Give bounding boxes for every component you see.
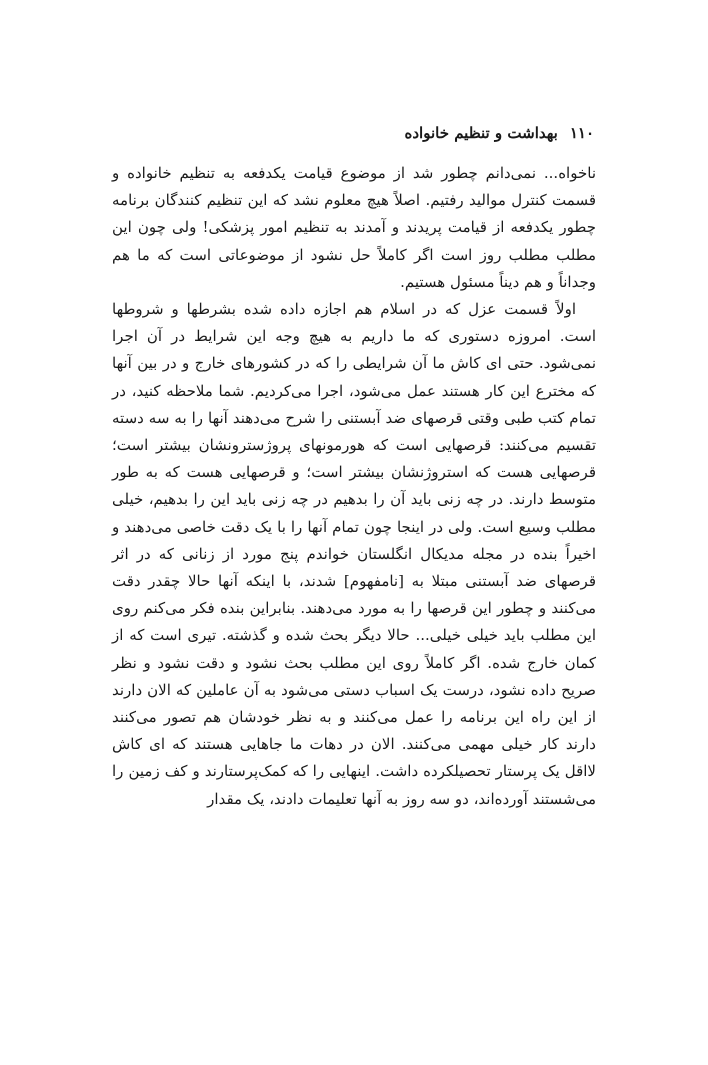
page-number: ۱۱۰ xyxy=(569,124,594,142)
paragraph-1: ناخواه... نمی‌دانم چطور شد از موضوع قیامت یکدفعه به تنظیم خانواده و قسمت کنترل موالید رفتیم. اصلاً هیچ معلوم نشد که این تنظیم کنندگان برنامه چطور یکدفعه از قیامت پریدند و آمدند به تنظیم امور پزشکی! ولی چون این مطلب مطلب روز است اگر کاملاً حل نشود از موضوعاتی است که ما هم وجداناً و هم دیناً مسئول هستیم. xyxy=(112,164,596,291)
running-title: بهداشت و تنظیم خانواده xyxy=(404,124,558,142)
page-header xyxy=(116,118,594,148)
body-text xyxy=(112,160,596,813)
paragraph-2: اولاً قسمت عزل که در اسلام هم اجازه داده شده بشرطها و شروطها است. امروزه دستوری که ما داریم به هیچ وجه این شرایط در آن اجرا نمی‌شود. حتی ای کاش ما آن شرایطی را که در کشورهای خارج و در بین آنها که مخترع این کار هستند عمل می‌شود، اجرا می‌کردیم. شما ملاحظه کنید، در تمام کتب طبی وقتی قرصهای ضد آبستنی را شرح می‌دهند آنها را به سه دسته تقسیم می‌کنند: قرصهایی است که هورمونهای پروژسترونشان بیشتر است؛ قرصهایی هست که استروژنشان بیشتر است؛ و قرصهایی هست که به طور متوسط دارند. در چه زنی باید آن را بدهیم در چه زنی باید این را بدهیم، خیلی مطلب وسیع است. ولی در اینجا چون تمام آنها را با یک دقت خاصی می‌دهند و اخیراً بنده در مجله مدیکال انگلستان خواندم پنج مورد از زنانی که در اثر قرصهای ضد آبستنی مبتلا به [نامفهوم] شدند، با اینکه آنها حالا چقدر دقت می‌کنند و چطور این قرصها را به مورد می‌دهند. بنابراین بنده فکر می‌کنم روی این مطلب باید خیلی خیلی... حالا دیگر بحث شده و گذشته. تیری است که از کمان خارج شده. اگر کاملاً روی این مطلب بحث نشود و دقت نشود و نظر صریح داده نشود، درست یک اسباب دستی می‌شود به آن عاملین که الان دارند از این راه این برنامه را عمل می‌کنند و به نظر خودشان هم تصور می‌کنند دارند کار خیلی مهمی می‌کنند. الان در دهات ما جاهایی هستند که ای کاش لااقل یک پرستار تحصیلکرده داشت. اینهایی را که کمک‌پرستارند و کف زمین را می‌شستند آورده‌اند، دو سه روز به آنها تعلیمات دادند، یک مقدار xyxy=(112,300,596,808)
